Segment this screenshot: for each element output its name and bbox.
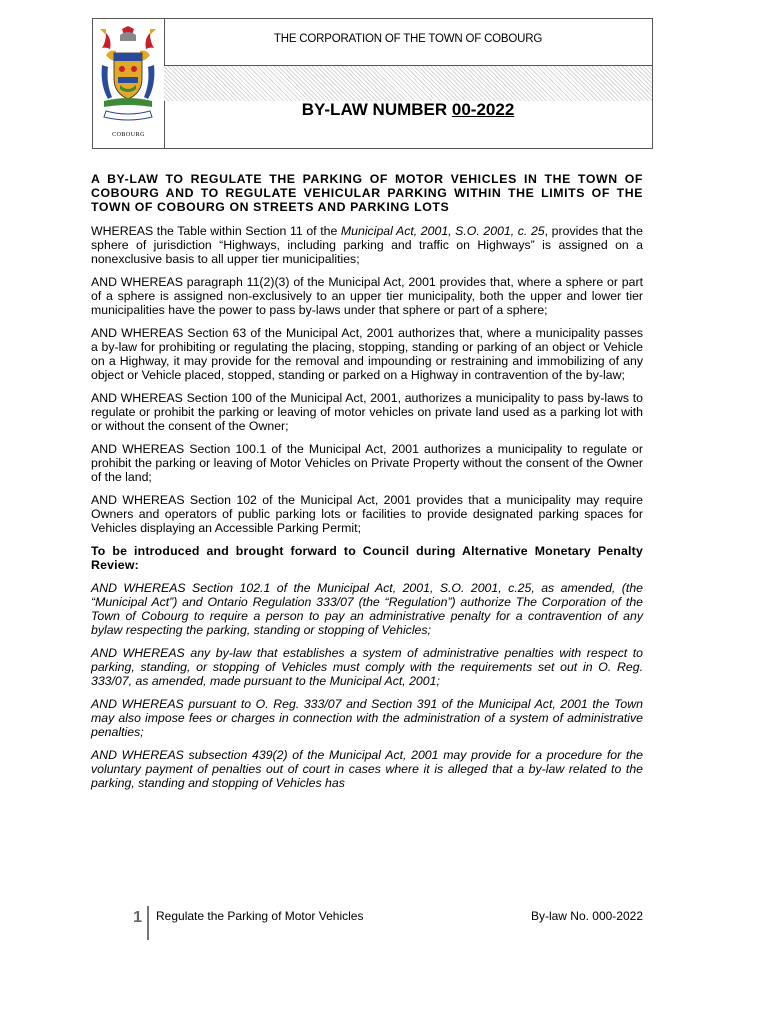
footer-bylaw-number: By-law No. 000-2022: [530, 909, 643, 923]
page-footer: [112, 906, 643, 940]
footer-title: Regulate the Parking of Motor Vehicles: [156, 909, 364, 923]
italic-paragraph-3: AND WHEREAS pursuant to O. Reg. 333/07 and Section 391 of the Municipal Act, 2001 the Town may also impose fees or charges in connection with the administration of a system of administrative penalties;: [91, 697, 643, 739]
italic-paragraph-2: AND WHEREAS any by-law that establishes a system of administrative penalties with respect to parking, standing, or stopping of Vehicles must comply with the requirements set out in O. Reg. 333/07, as amended, made pursuant to the Municipal Act, 2001;: [91, 646, 643, 688]
p1-text-a: WHEREAS the Table within Section 11 of the: [91, 224, 341, 238]
italic-paragraph-4: AND WHEREAS subsection 439(2) of the Municipal Act, 2001 may provide for a procedure for the voluntary payment of penalties out of court in cases where it is alleged that a by-law related to the parking, standing and stopping of Vehicles has: [91, 748, 643, 790]
whereas-paragraph-4: AND WHEREAS Section 100 of the Municipal Act, 2001, authorizes a municipality to pass by-laws to regulate or prohibit the parking or leaving of motor vehicles on private land used as a parking lot with or without the consent of the Owner;: [91, 391, 643, 433]
footer-divider: [147, 906, 149, 940]
bylaw-number-value: 00-2022: [451, 100, 515, 119]
whereas-paragraph-1: [91, 224, 643, 266]
crest-cell: [93, 19, 165, 148]
corporation-title: THE CORPORATION OF THE TOWN OF COBOURG: [164, 19, 652, 66]
italic-paragraph-1: AND WHEREAS Section 102.1 of the Municipal Act, 2001, S.O. 2001, c.25, as amended, (the “Municipal Act”) and Ontario Regulation 333/07 (the “Regulation”) authorize The Corporation of the Town of Cobourg to require a person to pay an administrative penalty for a contravention of any bylaw respecting the parking, standing or stopping of Vehicles;: [91, 581, 643, 637]
section-heading: To be introduced and brought forward to Council during Alternative Monetary Penalty Review:: [91, 544, 643, 572]
cobourg-crest-icon: [98, 25, 158, 131]
p1-act-citation: Municipal Act, 2001, S.O. 2001, c. 25: [340, 224, 545, 238]
whereas-paragraph-6: AND WHEREAS Section 102 of the Municipal Act, 2001 provides that a municipality may require Owners and operators of public parking lots or facilities to provide designated parking spaces for Vehicles displaying an Accessible Parking Permit;: [91, 493, 643, 535]
page-number: 1: [133, 909, 142, 926]
whereas-paragraph-2: AND WHEREAS paragraph 11(2)(3) of the Municipal Act, 2001 provides that, where a sphere or part of a sphere is assigned non-exclusively to an upper tier municipality, both the upper and lower tier municipalities have the power to pass by-laws under that sphere or part of a sphere;: [91, 275, 643, 317]
bylaw-title: A BY-LAW TO REGULATE THE PARKING OF MOTOR VEHICLES IN THE TOWN OF COBOURG AND TO REGULATE VEHICULAR PARKING WITHIN THE LIMITS OF THE TOWN OF COBOURG ON STREETS AND PARKING LOTS: [91, 172, 643, 214]
hatched-band: [164, 66, 652, 101]
p1-text-c: , provides that the sphere of jurisdiction “Highways, including parking and traffic on Highways” is assigned on a nonexclusive basis to all upper tier municipalities;: [91, 224, 643, 266]
whereas-paragraph-3: AND WHEREAS Section 63 of the Municipal Act, 2001 authorizes that, where a municipality passes a by-law for prohibiting or regulating the placing, stopping, standing or parking of an object or Vehicle on a Highway, it may provide for the removal and impounding or restraining and immobilizing of any object or Vehicle placed, stopped, standing or parked on a Highway in contravention of the by-law;: [91, 326, 643, 382]
header-table: [92, 18, 653, 149]
crest-label: COBOURG: [112, 132, 145, 138]
bylaw-number-label: BY-LAW NUMBER: [301, 100, 452, 119]
whereas-paragraph-5: AND WHEREAS Section 100.1 of the Municipal Act, 2001 authorizes a municipality to regulate or prohibit the parking or leaving of Motor Vehicles on Private Property without the consent of the Owner of the land;: [91, 442, 643, 484]
bylaw-number-heading: [164, 101, 652, 148]
document-body: [91, 172, 643, 799]
